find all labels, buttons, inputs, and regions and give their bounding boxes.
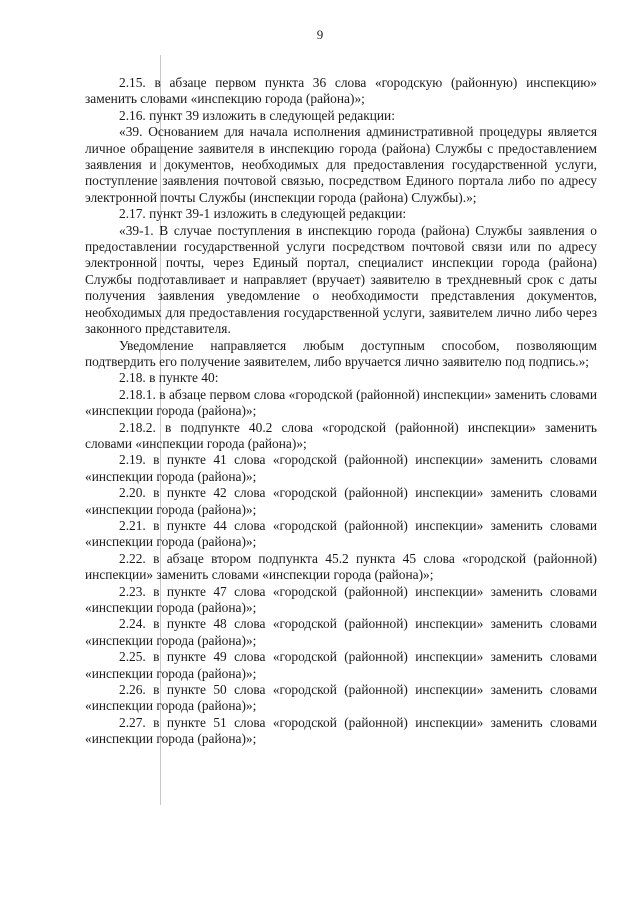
paragraph-2-18-1: 2.18.1. в абзаце первом слова «городской (районной) инспекции» заменить словами «инспекции города (района)»; bbox=[85, 386, 597, 419]
paragraph-2-18-2: 2.18.2. в подпункте 40.2 слова «городской (районной) инспекции» заменить словами «инспекции города (района)»; bbox=[85, 419, 597, 451]
paragraph-2-17: 2.17. пункт 39-1 изложить в следующей редакции: bbox=[119, 206, 407, 222]
paragraph-2-19: 2.19. в пункте 41 слова «городской (районной) инспекции» заменить словами «инспекции города (района)»; bbox=[85, 452, 597, 484]
paragraph-39-text: «39. Основанием для начала исполнения административной процедуры является личное обращение заявителя в инспекцию города (района) Службы с предоставлением заявления и документов, необходимых для предоставления государственной услуги, поступление заявления почтовой связью, посредством Единого портала либо по адресу электронной почты Службы (инспекции города (района) Службы).»; bbox=[85, 124, 597, 205]
paragraph-2-25: 2.25. в пункте 49 слова «городской (районной) инспекции» заменить словами «инспекции города (района)»; bbox=[85, 649, 597, 681]
paragraph-2-16: 2.16. пункт 39 изложить в следующей редакции: bbox=[119, 107, 395, 123]
paragraph-notification: Уведомление направляется любым доступным способом, позволяющим подтвердить его получение заявителем, либо вручается лично заявителю под подпись.»; bbox=[85, 337, 597, 369]
paragraph-2-27: 2.27. в пункте 51 слова «городской (районной) инспекции» заменить словами «инспекции города (района)»; bbox=[85, 714, 597, 747]
paragraph-2-24: 2.24. в пункте 48 слова «городской (районной) инспекции» заменить словами «инспекции города (района)»; bbox=[85, 616, 597, 648]
page-number: 9 bbox=[316, 27, 324, 42]
paragraph-2-22: 2.22. в абзаце втором подпункта 45.2 пункта 45 слова «городской (районной) инспекции» заменить словами «инспекции города (района)»; bbox=[85, 550, 597, 583]
paragraph-2-23: 2.23. в пункте 47 слова «городской (районной) инспекции» заменить словами «инспекции города (района)»; bbox=[85, 583, 597, 615]
document-body bbox=[85, 75, 597, 748]
paragraph-39-1-text: «39-1. В случае поступления в инспекцию города (района) Службы заявления о предоставлении государственной услуги посредством почтовой связи или по адресу электронной почты, через Единый портал, специалист инспекции города (района) Службы подготавливает и направляет (вручает) заявителю в трехдневный срок с даты получения заявления уведомление о необходимости представления документов, необходимых для предоставления государственной услуги, заявителем лично либо через законного представителя. bbox=[85, 222, 597, 337]
paragraph-2-26: 2.26. в пункте 50 слова «городской (районной) инспекции» заменить словами «инспекции города (района)»; bbox=[85, 682, 597, 714]
paragraph-2-21: 2.21. в пункте 44 слова «городской (районной) инспекции» заменить словами «инспекции города (района)»; bbox=[85, 517, 597, 550]
paragraph-2-20: 2.20. в пункте 42 слова «городской (районной) инспекции» заменить словами «инспекции города (района)»; bbox=[85, 485, 597, 517]
paragraph-2-15: 2.15. в абзаце первом пункта 36 слова «городскую (районную) инспекцию» заменить словами «инспекцию города (района)»; bbox=[85, 75, 597, 107]
paragraph-2-18: 2.18. в пункте 40: bbox=[119, 370, 219, 386]
